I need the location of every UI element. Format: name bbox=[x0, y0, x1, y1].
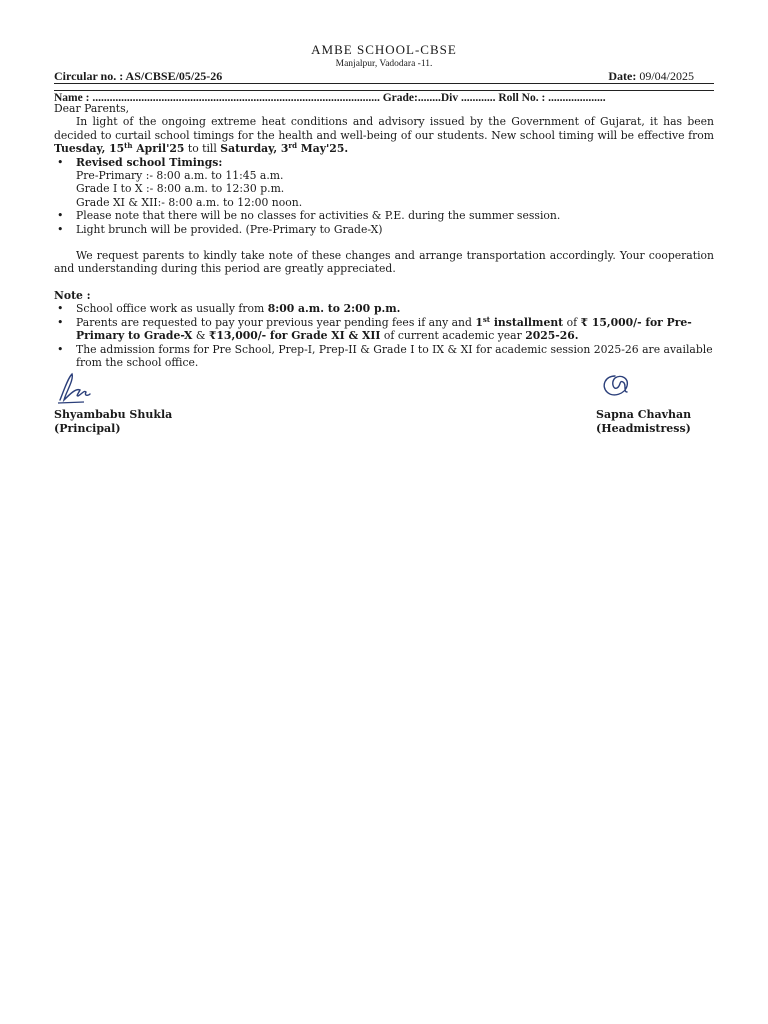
note-list bbox=[54, 302, 714, 369]
circular-date bbox=[608, 69, 694, 84]
headmistress-title: (Headmistress) bbox=[596, 421, 691, 435]
fees-amp: & bbox=[195, 329, 206, 343]
fees-text: Parents are requested to pay your previous year pending fees if any and bbox=[76, 315, 472, 329]
principal-title: (Principal) bbox=[54, 421, 121, 435]
fees-installment-number: 1 bbox=[475, 315, 483, 329]
school-address: Manjalpur, Vadodara -11. bbox=[335, 59, 433, 69]
list-item: • Please note that there will be no classes for activities & P.E. during the summer session. bbox=[54, 209, 714, 222]
fees-sup: st bbox=[482, 314, 491, 324]
headmistress-signature bbox=[597, 372, 633, 402]
date-label: Date: bbox=[608, 69, 637, 83]
principal-signature bbox=[54, 370, 94, 408]
from-day: Tuesday, 15 bbox=[54, 142, 125, 156]
timing-line: Pre-Primary :- 8:00 a.m. to 11:45 a.m. bbox=[76, 169, 284, 183]
list-item: • The admission forms for Pre School, Prep-I, Prep-II & Grade I to IX & XI for academic session 2025-26 are available from the school office. bbox=[54, 343, 714, 370]
circular-number: Circular no. : AS/CBSE/05/25-26 bbox=[54, 69, 223, 83]
to-day: Saturday, 3 bbox=[220, 142, 289, 156]
salutation: Dear Parents, bbox=[54, 102, 130, 115]
list-item bbox=[54, 316, 714, 343]
date-value: 09/04/2025 bbox=[639, 69, 694, 83]
to-month: May'25. bbox=[300, 142, 349, 156]
headmistress-name: Sapna Chavhan bbox=[596, 408, 692, 421]
fees-amount-senior: ₹13,000/- for Grade XI & XII bbox=[208, 329, 381, 343]
circular-body bbox=[54, 102, 714, 369]
timings-list bbox=[54, 156, 714, 236]
fees-amount-primary: ₹ 15,000/- for Pre-Primary to Grade-X bbox=[76, 315, 692, 343]
list-item bbox=[54, 302, 714, 315]
fees-of: of bbox=[566, 315, 578, 329]
office-text: School office work as usually from bbox=[76, 302, 265, 316]
fees-year: 2025-26. bbox=[525, 329, 579, 343]
fees-mid: of current academic year bbox=[383, 329, 522, 343]
principal-block bbox=[54, 408, 172, 435]
principal-name: Shyambabu Shukla bbox=[54, 408, 173, 421]
timing-line: Grade I to X :- 8:00 a.m. to 12:30 p.m. bbox=[76, 182, 285, 196]
office-time: 8:00 a.m. to 2:00 p.m. bbox=[267, 302, 401, 316]
school-name: AMBE SCHOOL-CBSE bbox=[311, 42, 457, 57]
student-details-line: Name : .................................................................................................... Grade:........Div ............ Roll No. : .................... bbox=[54, 90, 714, 105]
list-item bbox=[54, 156, 714, 210]
circular-row bbox=[54, 69, 714, 84]
intro-paragraph bbox=[54, 115, 714, 155]
intro-text: In light of the ongoing extreme heat conditions and advisory issued by the Government of Gujarat, it has been decided to curtail school timings for the health and well-being of our students. New school timing will be effective from bbox=[54, 115, 714, 142]
request-paragraph: We request parents to kindly take note of these changes and arrange transportation accordingly. Your cooperation and understanding during this period are greatly appreciated. bbox=[54, 249, 714, 276]
to-text: to till bbox=[187, 142, 217, 156]
headmistress-block bbox=[596, 408, 691, 435]
from-month: April'25 bbox=[136, 142, 185, 156]
to-sup: rd bbox=[288, 141, 298, 151]
timings-heading: Revised school Timings: bbox=[76, 155, 223, 169]
note-heading: Note : bbox=[54, 288, 91, 302]
list-item: • Light brunch will be provided. (Pre-Primary to Grade-X) bbox=[54, 223, 714, 236]
fees-installment: installment bbox=[493, 315, 564, 329]
timing-line: Grade XI & XII:- 8:00 a.m. to 12:00 noon. bbox=[76, 195, 303, 209]
from-sup: th bbox=[124, 141, 133, 151]
